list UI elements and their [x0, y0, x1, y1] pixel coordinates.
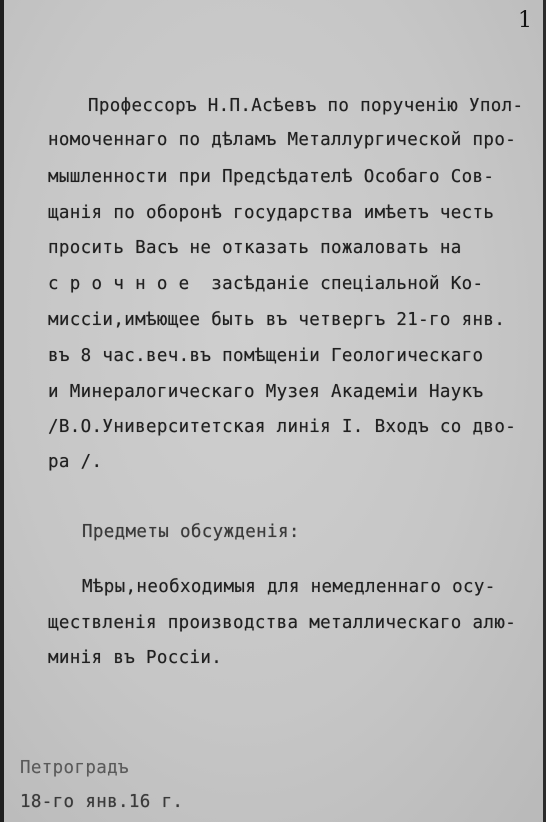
body-line: щанія по оборонѣ государства имѣетъ честь [48, 203, 495, 223]
body-line: миссіи,имѣющее быть въ четвергъ 21-го янв. [48, 310, 506, 330]
body-line: ра /. [48, 452, 103, 472]
subjects-heading: Предметы обсужденія: [82, 522, 300, 542]
body-line: просить Васъ не отказать пожаловать на [48, 238, 462, 258]
page-number: 1 [518, 8, 532, 33]
body-line: номоченнаго по дѣламъ Металлургической про- [48, 130, 517, 150]
date-line: 18-го янв.16 г. [20, 792, 184, 812]
body-line: и Минералогическаго Музея Академіи Наукъ [48, 382, 484, 402]
subjects-line: Мѣры,необходимыя для немедленнаго осу- [82, 577, 496, 597]
body-line: Профессоръ Н.П.Асѣевъ по порученію Упол- [88, 96, 524, 116]
subjects-line: минія въ Россіи. [48, 648, 223, 668]
body-line: /В.О.Университетская линія I. Входъ со дво- [48, 417, 517, 437]
body-line: въ 8 час.веч.въ помѣщеніи Геологическаго [48, 346, 484, 366]
place-line: Петроградъ [20, 758, 129, 778]
subjects-line: ществленія производства металлическаго алю- [48, 613, 517, 633]
body-line: мышленности при Предсѣдателѣ Особаго Сов- [48, 167, 495, 187]
body-line: с р о ч н о е засѣданіе спеціальной Ко- [48, 274, 484, 294]
scan-edge-left [0, 0, 4, 822]
